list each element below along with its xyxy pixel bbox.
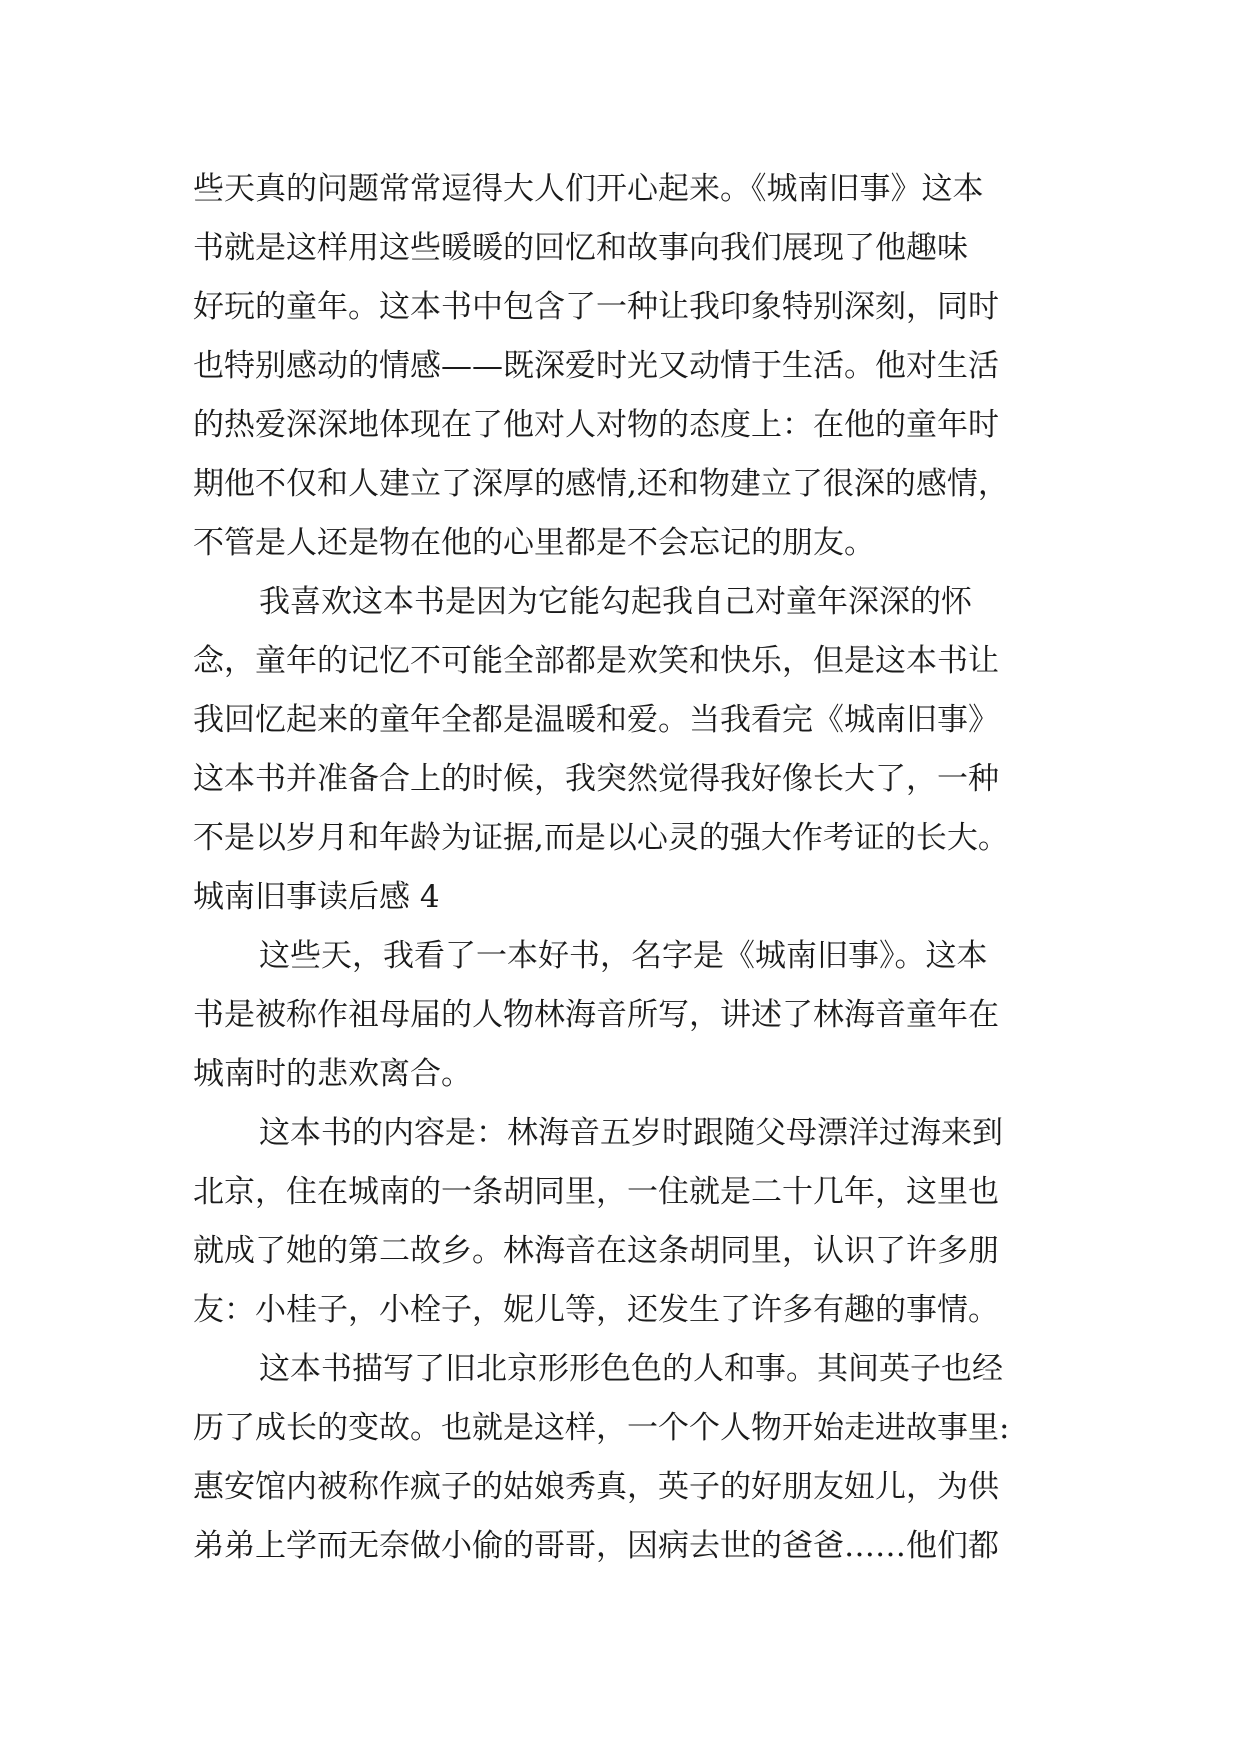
text-line: 惠安馆内被称作疯子的姑娘秀真，英子的好朋友妞儿，为供	[193, 1469, 999, 1505]
text-line: 弟弟上学而无奈做小偷的哥哥，因病去世的爸爸……他们都	[193, 1528, 999, 1564]
text-line: 北京，住在城南的一条胡同里，一住就是二十几年，这里也	[193, 1174, 999, 1210]
text-line: 些天真的问题常常逗得大人们开心起来。《城南旧事》这本	[193, 171, 984, 207]
text-line: 好玩的童年。这本书中包含了一种让我印象特别深刻，同时	[193, 289, 999, 325]
text-line: 就成了她的第二故乡。林海音在这条胡同里，认识了许多朋	[193, 1233, 999, 1269]
text-line: 城南时的悲欢离合。	[193, 1056, 472, 1092]
body-text	[193, 160, 1073, 1576]
text-line: 不是以岁月和年龄为证据,而是以心灵的强大作考证的长大。	[193, 820, 1009, 856]
text-line: 的热爱深深地体现在了他对人对物的态度上：在他的童年时	[193, 407, 999, 443]
text-line: 不管是人还是物在他的心里都是不会忘记的朋友。	[193, 525, 875, 561]
text-line: 书就是这样用这些暖暖的回忆和故事向我们展现了他趣味	[193, 230, 968, 266]
text-line: 这本书并准备合上的时候，我突然觉得我好像长大了，一种	[193, 761, 999, 797]
paragraph-first-line: 这本书的内容是：林海音五岁时跟随父母漂洋过海来到	[259, 1115, 1003, 1151]
text-line: 我回忆起来的童年全都是温暖和爱。当我看完《城南旧事》	[193, 702, 999, 738]
text-line: 友：小桂子，小栓子，妮儿等，还发生了许多有趣的事情。	[193, 1292, 999, 1328]
text-line: 也特别感动的情感——既深爱时光又动情于生活。他对生活	[193, 348, 999, 384]
paragraph-first-line: 我喜欢这本书是因为它能勾起我自己对童年深深的怀	[259, 584, 972, 620]
paragraph-first-line: 这本书描写了旧北京形形色色的人和事。其间英子也经	[259, 1351, 1003, 1387]
paragraph-first-line: 这些天，我看了一本好书，名字是《城南旧事》。这本	[259, 938, 988, 974]
text-line: 念，童年的记忆不可能全部都是欢笑和快乐，但是这本书让	[193, 643, 999, 679]
text-line: 历了成长的变故。也就是这样，一个个人物开始走进故事里:	[193, 1410, 1010, 1446]
text-line: 期他不仅和人建立了深厚的感情,还和物建立了很深的感情，	[193, 466, 1009, 502]
section-heading: 城南旧事读后感 4	[193, 879, 440, 915]
text-line: 书是被称作祖母届的人物林海音所写，讲述了林海音童年在	[193, 997, 999, 1033]
